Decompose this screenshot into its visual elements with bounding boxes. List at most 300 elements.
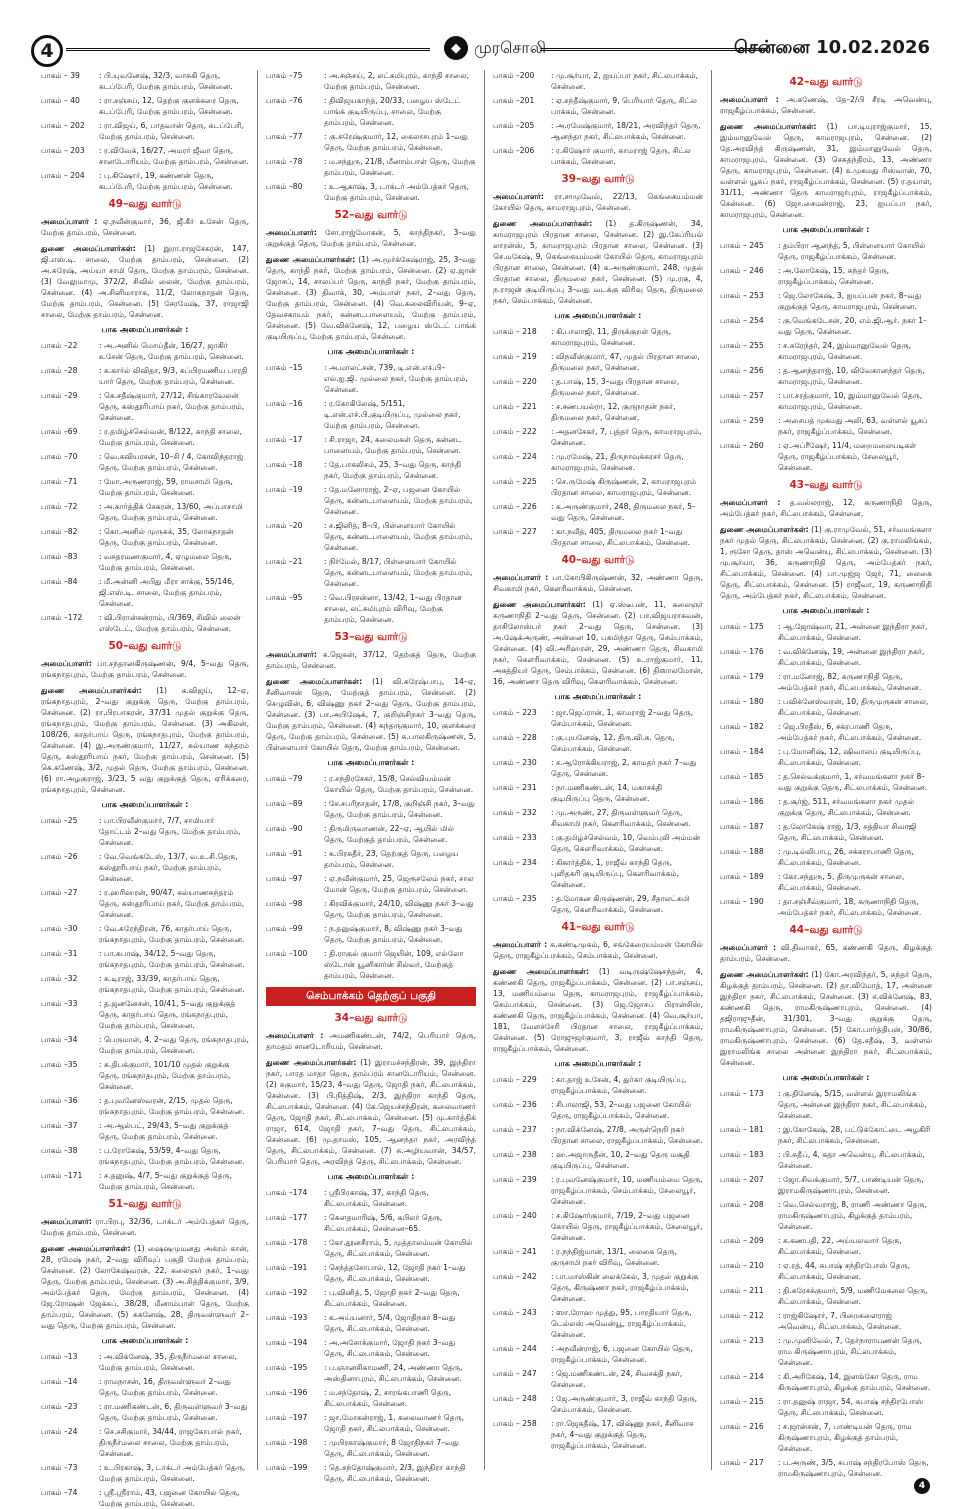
polling-part-entry: [493, 707, 703, 729]
polling-part-entry: [720, 696, 932, 718]
part-organiser: : பி.சுதீப், 4, கதா அவென்யு, சிட்லபாக்கம், சென்னை.: [778, 1150, 926, 1170]
part-organiser: : சு.பிரசுதீர், 23, தெற்குத் தெரு, பழைய தாம்பரம், சென்னை.: [324, 849, 459, 869]
polling-part-entry: [41, 1095, 249, 1117]
part-number: பாகம் – 219: [493, 352, 537, 361]
part-number: பாகம் –14: [41, 1377, 78, 1386]
polling-part-entry: [493, 1307, 703, 1340]
part-organiser: : ர.விவேக், 16/27, அமரர் ஜீவா தெரு, சானடோரியம், மேற்கு தாம்பரம், சென்னை.: [99, 146, 249, 166]
appointment-paragraph: [493, 939, 703, 961]
part-number: பாகம் – 223: [493, 708, 537, 717]
polling-part-entry: [720, 1396, 932, 1418]
part-number: பாகம் –72: [41, 502, 78, 511]
part-organiser: : த.ஜனனேசன், 10/41, 5–வது குறுக்குத் தெரு, காதர்பாய் தெரு, ரங்கநாதபுரம், மேற்கு தாம்பரம், சென்னை.: [99, 999, 236, 1030]
polling-part-entry: [266, 398, 476, 431]
role-label: துணை அமைப்பாளர்கள்:: [266, 1058, 357, 1067]
part-organiser: : ர.புவனேஷ்குமார், 10, மணியம்மை தெரு, ராஜகீழ்ப்பாக்கம், செம்பாக்கம், சேலையூர், சென்னை.: [551, 1175, 703, 1206]
part-number: பாகம் –37: [41, 1121, 78, 1130]
part-organiser: : அ.கார்த்திக் சேகரன், 13/60, அப்பாசாமி தெரு, மேற்கு தாம்பரம், சென்னை.: [99, 502, 243, 522]
polling-part-entry: [41, 551, 249, 573]
part-number: பாகம் – 231: [493, 783, 537, 792]
appointee-details: (1) பா.டியுராஜ்குமார், 15, இம்மானுவேல் தெரு, காமராஜபுரம், சென்னை. (2) தே.அரவிந்த் கிருஷ்ணன், 31, இம்மானுவேல் தெரு, காமராஜபுரம், சென்னை. (3) செசுதந்திரம், 13, அண்ணா தெரு, காமராஜபுரம், சென்னை. (4) உமுகமது ரிஸ்வான், 70, வள்ளல் யூசுப் நகர், ராஜகீழ்ப்பாக்கம், சென்னை. (5) ர.தயாள், 31/11, அண்ணா தெரு காமராஜர்புரம், ராஜகீழ்ப்பாக்கம், சென்னை. (6) ஜோ.சைமன்ராஜ், 23, ஐயப்பா நகர், காமராஜபுரம், சென்னை.: [720, 122, 932, 219]
part-organiser: : கு.வெங்கடேசன், 20, எம்.ஜி.ஆர். நகர் 1–வது தெரு, சென்னை.: [778, 316, 927, 336]
polling-part-entry: [41, 948, 249, 970]
part-organiser: : திவிஜயகாந்த், 20/33, பழைய ஸ்டேட் பாங்க் குடியிருப்பு, சாலை, மேற்கு தாம்பரம், சென்னை.: [324, 96, 461, 127]
part-organiser: : கெ.சதீஷ்குமார், 27/12, சிங்காரவேலன் தெரு, கஸ்தூரிபாய் நகர், மேற்கு தாம்பரம், சென்னை.: [99, 391, 245, 422]
part-organiser: : ஜே.அருண்குமார், 3, ராஜீவ் காந்தி தெரு, செம்பாக்கம், சென்னை.: [551, 1394, 698, 1414]
polling-part-entry: [493, 1246, 703, 1268]
polling-part-entry: [266, 1362, 476, 1384]
part-organiser: : கா.நவீத், 405, திருமலை நகர் 1–வது பிரதான சாலை, சிட்லபாக்கம், சென்னை.: [551, 527, 691, 547]
part-organiser: : அ.லோகேஷ், 15, சுந்தர் தெரு, ராஜகீழ்ப்பாக்கம், சென்னை.: [778, 266, 890, 286]
part-number: பாகம் – 254: [720, 316, 764, 325]
part-organiser: : சி.ராஜா, 24, கலைமகள் தெரு, கன்னட பாளையம், மேற்கு தாம்பரம், சென்னை.: [324, 435, 462, 455]
part-number: பாகம் – 186: [720, 797, 764, 806]
polling-part-entry: [41, 451, 249, 473]
part-organiser: : ரா.சஞ்சய், 12, தெற்கு குளக்கரை தெரு, கடப்பேரி, மேற்கு தாம்பரம், சென்னை.: [99, 96, 239, 116]
part-organiser: : ரா.தனுஷ் ராஜா, 54, சுபாஷ் சந்திரபோஸ் தெரு, சிட்லபாக்கம், சென்னை.: [778, 1397, 924, 1417]
polling-part-entry: [41, 526, 249, 548]
polling-part-entry: [266, 848, 476, 870]
part-number: பாகம் – 248: [493, 1394, 537, 1403]
part-organiser: : ர.ஹரிஹரன், 90/47, கல்யாணசுந்தரம் தெரு, கஸ்தூரிபாய் நகர், மேற்கு தாம்பரம், சென்னை.: [99, 888, 245, 919]
part-number: பாகம் –97: [266, 874, 303, 883]
part-organiser: : அ.அனில் மொய்தீன், 16/27, ஜாகிர் உசேன் தெரு, மேற்கு தாம்பரம், சென்னை.: [99, 341, 244, 361]
polling-part-entry: [41, 145, 249, 167]
polling-part-entry: [493, 732, 703, 754]
section-subheading: பாக அமைப்பாளர்கள் :: [101, 325, 189, 334]
polling-part-entry: [720, 646, 932, 668]
appointee-details: பா.கோபிகிருஷ்ணன், 32, அண்ணா தெரு, சிவகாமி நகர், கௌரிவாக்கம், சென்னை.: [493, 573, 703, 593]
part-organiser: : ந.தனுஷ்குமார், 8, விஷ்ணு நகர் 3–வது தெரு, மேற்கு தாம்பரம், சென்னை.: [324, 924, 463, 944]
part-organiser: : அ.விக்னேஷ், 35, திருநீர்மலை சாலை, மேற்கு தாம்பரம், சென்னை.: [99, 1352, 238, 1372]
polling-part-entry: [266, 1212, 476, 1234]
role-label: துணை அமைப்பாளர்கள்:: [720, 122, 817, 131]
polling-part-entry: [720, 621, 932, 643]
polling-part-entry: [720, 871, 932, 893]
part-number: பாகம் – 212: [720, 1311, 764, 1320]
polling-part-entry: [266, 1437, 476, 1459]
polling-part-entry: [720, 1124, 932, 1146]
part-number: பாகம் – 188: [720, 847, 764, 856]
part-number: பாகம் – 184: [720, 747, 764, 756]
polling-part-entry: [41, 340, 249, 362]
part-organiser: : தி.சுரேசக்குமார், 5/9, மணிமேகலை தெரு, சிட்லபாக்கம், சென்னை.: [778, 1286, 928, 1306]
part-number: பாகம் –192: [266, 1288, 308, 1297]
polling-part-entry: [41, 1376, 249, 1398]
page-number-badge: 4: [31, 35, 63, 67]
polling-part-entry: [493, 401, 703, 423]
appointment-paragraph: [720, 524, 932, 601]
part-organiser: : செந்த்தசோபால், 12, ஜோதி நகர் 1–வது தெரு, சிட்லபாக்கம், சென்னை.: [324, 1263, 466, 1283]
appointee-details: பா.சந்தானகிருஷ்ணன், 9/4, 5–வது தெரு, ரங்கநாதபுரம், மேற்கு தாம்பரம், சென்னை.: [41, 659, 249, 679]
section-subheading: பாக அமைப்பாளர்கள் :: [554, 692, 642, 701]
role-label: துணை அமைப்பாளர்கள்:: [493, 219, 593, 228]
ward-heading: 52–வது வார்டு: [334, 209, 408, 221]
part-organiser: : அநவீன்ராஜ், 6, பஜனை கோயில் தெரு, ராஜகீழ்ப்பாக்கம், சென்னை.: [551, 1344, 693, 1364]
part-organiser: : இ.கோகேஷ், 28, பட்டுக்கோட்டை அழகிரி நகர், சிட்லபாக்கம், சென்னை.: [778, 1125, 931, 1145]
part-organiser: : ஆ.ஜோஷ்வா, 21, அன்னை இந்திரா நகர், சிட்லபாக்கம், சென்னை.: [778, 622, 928, 642]
part-organiser: : ராமநாசன், 16, திருவள்ளுவர் 2–வது தெரு, மேற்கு தாம்பரம், சென்னை.: [99, 1377, 232, 1397]
section-subheading: பாக அமைப்பாளர்கள் :: [101, 800, 189, 809]
role-label: துணை அமைப்பாளர்கள்:: [493, 967, 590, 976]
polling-part-entry: [41, 1351, 249, 1373]
part-number: பாகம் – 224: [493, 452, 537, 461]
part-number: பாகம் –16: [266, 399, 303, 408]
role-label: துணை அமைப்பாளர்கள்:: [720, 970, 809, 979]
part-organiser: : கிரவிக்குமார், 24/10, விஷ்ணு நகர் 3–வது தெரு, மேற்கு தாம்பரம், சென்னை.: [324, 899, 474, 919]
appointment-paragraph: [41, 243, 249, 320]
polling-part-entry: [41, 923, 249, 945]
polling-part-entry: [41, 1145, 249, 1167]
part-number: பாகம் – 203: [41, 146, 85, 155]
part-organiser: : ச.ஜினித், 8–பி, பிள்ளையார் கோயில் தெரு, கன்னடபாளையம், மேற்கு தாம்பரம், சென்னை.: [324, 521, 473, 552]
part-number: பாகம் –177: [266, 1213, 308, 1222]
appointee-details: (1) ஏ.ஸ்டீபன், 11, கலைஞர் கருணாநிதி 2–வது தெரு, சென்னை. (2) பா.விஜயராகவன், தாசிலோஸ்பர் நகர் 2–வது தெரு, சென்னை. (3) அ.ஷேக்அருண், அன்னை 10, பசுமிந்தா தெரு, செம்பாக்கம், சென்னை. (4) வி.அரிஹரன், 29, அண்ணா தெரு, சிவகாமி நகர், கௌரிவாக்கம், சென்னை. (5) உ.ராஜ்குமார், 11, அகத்தியர் தெரு, செம்பாக்கம், சென்னை. (6) திஸாலமோன், 16, அண்ணா தெரு விரிவு, கௌரிவாக்கம், சென்னை.: [493, 600, 703, 686]
polling-part-entry: [493, 1368, 703, 1390]
part-number: பாகம் – 237: [493, 1125, 537, 1134]
polling-part-entry: [493, 501, 703, 523]
part-organiser: : ம.சந்துரு, 21/8, மீனாம்பாள் தெரு, மேற்கு தாம்பரம், சென்னை.: [324, 157, 476, 177]
part-organiser: : பெருமாள், 4, 2–வது தெரு, ரங்கநாதபுரம், மேற்கு தாம்பரம், சென்னை.: [99, 1035, 249, 1055]
part-number: பாகம் – 234: [493, 858, 537, 867]
part-organiser: : ரா.ஜெகதீஷ், 17, விஷ்ணு நகர், சீனிவாச நகர், 4–வது குறுக்குத் தெரு, ராஜகீழ்ப்பாக்கம், சென்னை.: [551, 1419, 694, 1450]
appointment-paragraph: [720, 497, 932, 519]
part-organiser: : ஏ.ரத், 44, சுபாஷ் சந்திரபோஸ் தெரு, சிட்லபாக்கம், சென்னை.: [778, 1261, 911, 1281]
part-organiser: : க.கணபதி, 22, அய்யலவார் தெரு, சிட்லபாக்கம், சென்னை.: [778, 1236, 902, 1256]
polling-part-entry: [720, 415, 932, 437]
ward-heading: 44–வது வார்டு: [789, 924, 863, 936]
polling-part-entry: [720, 1088, 932, 1121]
appointee-details: (1) கோ.அரவிந்தர், 5, சுந்தர் தெரு, கிழக்குத் தாம்பரம், சென்னை. (2) தா.விமோத், 17, அன்னை இந்திரா நகர், சிட்லபாக்கம், சென்னை. (3) ச.விக்னேஷ், 83, கண்ணகி தெரு, ராமகிருஷ்ணாபுரம், சென்னை. (4) தஜிராஜுதீன், 31/301, 3–வது குறுக்கு தெரு, ராமகிருஷ்ணாபுரம், சென்னை. (5) கோ.பார்த்திபன், 30/86, ராமகிருஷ்ணாபுரம், சென்னை. (6) தே.சதீஷ், 3, வள்ளல் இராமலிங்க சாலை அன்னை இந்திரா நகர், சிட்லபாக்கம், சென்னை.: [720, 970, 932, 1067]
part-number: பாகம் –78: [266, 157, 303, 166]
polling-part-entry: [41, 170, 249, 192]
part-organiser: : பவிக்னேஸ்வரன், 10, திருமுருகன் சாலை, சிட்லபாக்கம், சென்னை.: [778, 697, 929, 717]
part-organiser: : க.கார்ல் லிவிதா, 9/3, சுப்பிரமணிய பாரதி யார் தெரு, மேற்கு தாம்பரம், சென்னை.: [99, 366, 248, 386]
part-organiser: : தெ.சந்தோஷ்குமார், 2/3, இந்திரா காந்தி தெரு, சிட்லபாக்கம், சென்னை.: [324, 1463, 466, 1483]
part-organiser: : முபிரகாஷ்குமார், 8 ஜோதிநகர் 7–வது தெரு, சிட்லபாக்கம், சென்னை.: [324, 1438, 459, 1458]
part-number: பாகம் –197: [266, 1413, 308, 1422]
part-organiser: : ச.தனுஷ், 4/7, 5–வது குறுக்குத் தெரு, மேற்கு தாம்பரம், சென்னை.: [99, 1171, 232, 1191]
part-number: பாகம் – 39: [41, 71, 80, 80]
part-number: பாகம் –172: [41, 613, 83, 622]
part-number: பாகம் –80: [266, 182, 303, 191]
part-number: பாகம் – 213: [720, 1336, 764, 1345]
part-number: பாகம் – 204: [41, 171, 85, 180]
polling-part-entry: [493, 807, 703, 829]
part-organiser: : ச.சுரேந்தர், 24, இம்மானுவேல் தெரு, காமராஜபுரம், சென்னை.: [778, 341, 912, 361]
part-organiser: : வி.பிரான்சன்ராம், பி/369, சிவில் லைன் எஸ்டேட், மேற்கு தாம்பரம், சென்னை.: [99, 613, 241, 633]
appointment-paragraph: [41, 1243, 249, 1331]
role-label: அமைப்பாளர் :: [493, 573, 549, 582]
part-organiser: : ஜெ.மணிகண்டன், 24, சிவசக்தி நகர், சென்னை.: [551, 1369, 683, 1389]
part-organiser: : சே.சபரிநாதன், 17/8, குறிஞ்சி நகர், 3–வது தெரு, மேற்கு தாம்பரம், சென்னை.: [324, 799, 475, 819]
polling-part-entry: [266, 181, 476, 203]
polling-part-entry: [266, 923, 476, 945]
part-organiser: : தே.மனோராஜ், 2–ஏ, பஜனை கோயில் தெரு, கன்னடபாளையம், மேற்கு தாம்பரம், சென்னை.: [324, 485, 473, 516]
column-2: [260, 70, 482, 1483]
appointment-paragraph: [720, 121, 932, 220]
ward-heading: 51–வது வார்டு: [108, 1198, 182, 1210]
polling-part-entry: [41, 1462, 249, 1484]
part-number: பாகம் –178: [266, 1238, 308, 1247]
polling-part-entry: [493, 1393, 703, 1415]
part-organiser: : ச.கிஷோர்குமார், 7/19, 2–வது பஜனை கோயில் தெரு, ராஜகீழ்ப்பாக்கம், சேலையூர், சென்னை.: [551, 1211, 703, 1242]
polling-part-entry: [266, 434, 476, 456]
part-organiser: : வெ.செல்வராஜ், 8, ராணி அண்ணா தெரு, ராமகிருஷ்ணாபுரம், கிழக்குத் தாம்பரம், சென்னை.: [778, 1200, 928, 1231]
part-number: பாகம் – 202: [41, 121, 85, 130]
polling-part-entry: [720, 440, 932, 473]
part-organiser: : பா.மாஸ்கின் லைக்கேல், 3, முதல் குறுக்கு தெரு, கிருஷ்ணா நகர், ராஜகீழ்ப்பாக்கம், சென்னை.: [551, 1272, 699, 1303]
header-rule-left: [66, 48, 430, 51]
polling-part-entry: [493, 476, 703, 498]
part-number: பாகம் – 258: [493, 1419, 537, 1428]
appointment-paragraph: [493, 599, 703, 687]
part-organiser: : அதனசேகர், 7, புத்தர் தெரு, காமராஜபுரம், சென்னை.: [551, 427, 702, 447]
role-label: அமைப்பாளர் :: [493, 940, 548, 949]
polling-part-entry: [41, 998, 249, 1031]
part-organiser: : திருமிருவாணன், 22–ஏ, ஆயில் மில் தெரு, மேற்குத் தாம்பரம், சென்னை.: [324, 824, 454, 844]
appointment-paragraph: [493, 218, 703, 306]
role-label: அமைப்பாளர்:: [266, 650, 317, 659]
part-organiser: : மு.டில்லிபாபு, 26, சக்கராபாணி தெரு, சிட்லபாக்கம், சென்னை.: [778, 847, 914, 867]
ward-heading: 49–வது வார்டு: [108, 198, 182, 210]
part-number: பாகம் –34: [41, 1035, 78, 1044]
part-number: பாகம் – 240: [493, 1211, 537, 1220]
appointment-paragraph: [41, 685, 249, 795]
part-number: பாகம் –201: [493, 96, 535, 105]
polling-part-entry: [41, 1401, 249, 1423]
polling-part-entry: [720, 671, 932, 693]
part-number: பாகம் – 190: [720, 897, 764, 906]
part-organiser: : உ.ஆகாஷ், 3, டாக்டர் அம்பேத்கர் தெரு, மேற்கு தாம்பரம், சென்னை.: [324, 182, 470, 202]
appointee-details: (1) வி.சுரேஷ்பாபு, 14–ஏ, சீனிவாசன் தெரு, மேற்குத் தாம்பரம், சென்னை. (2) செழுவின், 6, விஷ்ணு நகர் 2–வது தெரு, மேற்கு தாம்பரம், சென்னை. (3) பா.அபிஷேக், 7, குறிஞ்சிநகர் 3–வது தெரு, மேற்கு தாம்பரம், சென்னை. (4) சுந்தருகுமார், 10, குளக்கரை தெரு, மேற்கு தாம்பரம், சென்னை. (5) சு.பாலகிருஷ்ணன், 5, பிள்ளையார் கோயில் தெரு, மேற்கு தாம்பரம், சென்னை.: [266, 677, 476, 752]
part-number: பாகம் –69: [41, 427, 78, 436]
part-organiser: : கோ.சந்துரு, 5, திருமுருகன் சாலை, சிட்லபாக்கம், சென்னை.: [778, 872, 905, 892]
polling-part-entry: [41, 851, 249, 884]
ward-heading: 41–வது வார்டு: [561, 921, 635, 933]
part-number: பாகம் –28: [41, 366, 78, 375]
polling-part-entry: [266, 1287, 476, 1309]
part-number: பாகம் – 255: [720, 341, 764, 350]
part-organiser: : தம்பிரா ஆனந்த், 5, பிள்ளையார் கோயில் தெரு, ராஜகீழ்ப்பாக்கம், சென்னை.: [778, 241, 926, 261]
appointment-paragraph: [266, 649, 476, 671]
polling-part-entry: [720, 265, 932, 287]
part-number: பாகம் – 244: [493, 1344, 537, 1353]
part-number: பாகம் –13: [41, 1352, 78, 1361]
part-organiser: : செ.சசிகுமார், 34/44, ராஜகோபால் நகர், திருநீர்மலை சாலை, மேற்கு தாம்பரம், சென்னை.: [99, 1427, 242, 1458]
part-organiser: : கிகார்த்திக், 1, ராஜீவ் காந்தி தெரு, புளிதகரி குடியிருப்பு, கௌரிவாக்கம், சென்னை.: [551, 858, 679, 889]
part-number: பாகம் – 243: [493, 1308, 537, 1317]
part-number: பாகம் – 182: [720, 722, 764, 731]
part-number: பாகம் –18: [266, 460, 303, 469]
column-divider: [484, 70, 485, 1470]
polling-part-entry: [720, 1235, 932, 1257]
part-number: பாகம் – 216: [720, 1422, 764, 1431]
appointment-paragraph: [720, 94, 932, 116]
polling-part-entry: [720, 896, 932, 918]
ward-heading: 53–வது வார்டு: [334, 631, 408, 643]
part-number: பாகம் – 189: [720, 872, 764, 881]
part-organiser: : வ.விக்னேஷ், 19, அன்னை இந்திரா நகர், சிட்லபாக்கம், சென்னை.: [778, 647, 925, 667]
polling-part-entry: [493, 1418, 703, 1451]
part-number: பாகம் –191: [266, 1263, 308, 1272]
part-number: பாகம் – 246: [720, 266, 764, 275]
polling-part-entry: [41, 476, 249, 498]
polling-part-entry: [41, 612, 249, 634]
polling-part-entry: [41, 815, 249, 848]
paper-name: முரசொலி: [474, 37, 546, 57]
part-number: பாகம் – 260: [720, 441, 764, 450]
part-number: பாகம் –74: [41, 1488, 78, 1497]
part-organiser: : ரா.மணிகண்டன், 6, திருவள்ளுவர் 3–வது தெரு, மேற்கு தாம்பரம், சென்னை.: [99, 1402, 248, 1422]
polling-part-entry: [720, 1371, 932, 1393]
polling-part-entry: [266, 1312, 476, 1334]
part-organiser: : ர.கிஷோர் குமார், காமராஜ் தெரு, சிட்ல பாக்கம், சென்னை.: [551, 146, 691, 166]
section-subheading: பாக அமைப்பாளர்கள் :: [101, 1336, 189, 1345]
part-organiser: : ம.சந்தோஷ், 2, சாரங்கபாணி தெரு, சிட்லபாக்கம், சென்னை.: [324, 1388, 452, 1408]
part-organiser: : ஜெ.லோகேஷ், 3, ஐயப்பன் நகர், 8–வது குறுக்குத் தெரு, காமராஜபுரம், சென்னை.: [778, 291, 922, 311]
appointment-paragraph: [41, 1216, 249, 1238]
polling-part-entry: [493, 782, 703, 804]
part-number: பாகம் –89: [266, 799, 303, 808]
section-subheading: பாக அமைப்பாளர்கள் :: [327, 347, 415, 356]
polling-part-entry: [720, 240, 932, 262]
part-number: பாகம் – 210: [720, 1261, 764, 1270]
part-number: பாகம் –38: [41, 1146, 78, 1155]
role-label: அமைப்பாளர்:: [41, 1217, 92, 1226]
footer-page-number: 4: [914, 1478, 930, 1494]
appointee-details: ரா.பிரபு, 32/36, டாக்டர் அம்பேத்கர் தெரு, மேற்கு தாம்பரம், சென்னை.: [41, 1217, 249, 1237]
part-organiser: : சிபாலாஜி, 53, 2–வது பஜனை கோயில் தெரு, ராஜகீழ்ப்பாக்கம், சென்னை.: [551, 1100, 692, 1120]
polling-part-entry: [41, 1170, 249, 1192]
part-organiser: : ச.ஆரோக்கியராஜ், 2, காமதர் நகர் 7–வது தெரு, சென்னை.: [551, 758, 697, 778]
part-organiser: : மு.ரமேஷ், 21, திருநாவுக்கரசர் தெரு, காமராஜபுரம், சென்னை.: [551, 452, 684, 472]
part-number: பாகம் –198: [266, 1438, 308, 1447]
appointee-details: (1) த.கிருஷ்ணன், 34, காமராஜபுரம் பிரதான சாலை, சென்னை. (2) இ.கேப்ரியல் லாரன்ஸ், 5, காமராஜபுரம் பிரதான சாலை, சென்னை. (3) செ.மகேஷ், 9, கெங்கையம்மன் கோயில் தெரு, காமராஜபுரம் பிரதான சாலை, சென்னை. (4) க.அருண்குமார், 248, முதல் பிரதான சாலை, திருமலை நகர், சென்னை. (5) மு.ரகு, 4, ந.ராஜன் குடியிருப்பு 3–வது வடக்கு விரிவு தெரு, திருமலை நகர், செம்பாக்கம், சென்னை.: [493, 219, 703, 305]
polling-part-entry: [720, 721, 932, 743]
polling-part-entry: [720, 315, 932, 337]
part-organiser: : ச.ஜான்சன், 7, பாண்டியன் தெரு, ராம கிருஷ்ணாபுரம், கிழக்குத் தாம்பரம், சென்னை.: [778, 1422, 912, 1453]
part-organiser: : த.ஆனந்தராஜ், 10, விவேகானந்தர் தெரு, காமராஜபுரம், சென்னை.: [778, 366, 925, 386]
part-organiser: : தி.ராகுல் குமார் ஜெயின், 109, எல்லோ ஸ்டோன் யூனிகார்ன் சில்வர், மேற்குத் தாம்பரம், சென்னை.: [324, 949, 464, 980]
polling-part-entry: [493, 526, 703, 548]
part-number: பாகம் –196: [266, 1388, 308, 1397]
polling-part-entry: [493, 832, 703, 854]
polling-part-entry: [266, 1412, 476, 1434]
part-organiser: : அ.அசோக்குமார், ஜோதி நகர் 3–வது தெரு, சிட்லபாக்கம், சென்னை.: [324, 1338, 456, 1358]
part-organiser: : மு.சூர்யா, 2, ஐயப்பா நகர், சிட்லபாக்கம், சென்னை.: [551, 71, 698, 91]
appointee-details: க.கண்டிமுகம், 6, சங்கேரையம்மன் கோயில் தெரு, ராஜகீழ்ப்பாக்கம், செம்பாக்கம், சென்னை.: [493, 940, 703, 960]
part-organiser: : மு.அருண், 27, திருவள்ளுவர் தெரு, சிவகாமி நகர், கௌரிவாக்கம், சென்னை.: [551, 808, 691, 828]
role-label: அமைப்பாளர் :: [720, 943, 777, 952]
ward-heading: 34–வது வார்டு: [334, 1012, 408, 1024]
polling-part-entry: [720, 1199, 932, 1232]
polling-part-entry: [41, 887, 249, 920]
part-organiser: : வெ.கவியரசன், 10–சி / 4, கோவிந்தராஜ் தெரு, மேற்கு தாம்பரம், சென்னை.: [99, 452, 244, 472]
part-organiser: : க.டிராஜ், 33/39, காதர்பாய் தெரு, ரங்கநாதபுரம், மேற்கு தாம்பரம், சென்னை.: [99, 974, 245, 994]
part-organiser: : ரா.மனோஜ், 82, கருணாநிதி தெரு, அம்பேத்கர் நகர், சிட்லபாக்கம், சென்னை.: [778, 672, 922, 692]
part-organiser: : விநவீன்குமார், 47, முதல் பிரதான சாலை, திருமலை நகர், சென்னை.: [551, 352, 700, 372]
role-label: அமைப்பாளர்:: [266, 228, 317, 237]
part-number: பாகம் – 40: [41, 96, 80, 105]
part-organiser: : கு.தமிழ்ச்செல்வம், 10, வெம்புலி அம்மன் தெரு, கௌரிவாக்கம், சென்னை.: [551, 833, 701, 853]
appointment-paragraph: [266, 1057, 476, 1167]
part-number: பாகம் –95: [266, 593, 303, 602]
polling-part-entry: [266, 459, 476, 481]
masthead: [0, 0, 972, 62]
part-organiser: : கி.அரிகேஷ், 14, இளங்கோ தெரு, ராம கிருஷ்ணாபுரம், கிழக்கு தாம்பரம், சென்னை.: [778, 1372, 931, 1392]
part-organiser: : உ.பிரகாஷ், 3, டாக்டர் அம்பேத்கர் தெரு, மேற்கு தாம்பரம், சென்னை.: [99, 1463, 246, 1483]
polling-part-entry: [266, 362, 476, 395]
polling-part-entry: [493, 426, 703, 448]
appointee-details: (1) க.விஜய், 12–ஏ, ரங்கநாதபுரம், 2–வது குறுக்கு தெரு, மேற்கு தாம்பரம், சென்னை. (2) ரா.பிரபாகரன், 37/31 முதல் குறுக்கு தெரு, ரங்கநாதபுரம், மேற்கு தாம்பரம், சென்னை. (3) அகிலன், 108/26, காதர்பாய் தெரு, ரங்கநாதபுரம், மேற்கு தாம்பரம், சென்னை. (4) இ.அருண்குமார், 11/27, கல்யாண சுந்தரம் தெரு, கஸ்தூரிபாய் நகர், மேற்கு தாம்பரம், சென்னை. (5) கெ.கணேஷ், 3/2, முதல் தெரு, மேற்கு தாம்பரம், சென்னை. (6) ரா.அழகுராஜ், 3/23, 5 வது குறுக்குத் தெரு, ஏரிக்கரை, ரங்கநாதபுரம், சென்னை.: [41, 686, 249, 794]
part-organiser: : அ.சஞ்சய், 2, லட்சுமிபுரம், காந்தி சாலை, மேற்கு தாம்பரம், சென்னை.: [324, 71, 470, 91]
polling-part-entry: [266, 95, 476, 128]
appointee-details: ரா.சாமுவேல், 22/13, கெங்கையம்மன் கோயில் தெரு, காமராஜபுரம், சென்னை.: [493, 192, 703, 212]
part-organiser: : அ.ரமேஷ்குமார், 18/21, அரவிந்தர் தெரு, ஆனந்தா நகர், சிட்லபாக்கம், சென்னை.: [551, 121, 701, 141]
part-number: பாகம் –70: [41, 452, 78, 461]
part-number: பாகம் –83: [41, 552, 78, 561]
rooster-icon: ◆: [444, 36, 468, 60]
appointment-paragraph: [720, 942, 932, 964]
part-organiser: : அ.ஆல்பட், 29/43, 5–வது குறுக்குத் தெரு, மேற்கு தாம்பரம், சென்னை.: [99, 1121, 229, 1141]
part-number: பாகம் – 225: [493, 477, 537, 486]
part-number: பாகம் – 253: [720, 291, 764, 300]
appointee-details: சோ.ராஜ்மோகன், 5, காந்திநகர், 3–வது குறுக்குத் தெரு, மேற்கு தாம்பரம், சென்னை.: [266, 228, 476, 248]
column-divider: [257, 70, 258, 1470]
appointment-paragraph: [266, 254, 476, 342]
section-subheading: பாக அமைப்பாளர்கள் :: [782, 225, 870, 234]
part-number: பாகம் – 226: [493, 502, 537, 511]
polling-part-entry: [720, 746, 932, 768]
part-number: பாகம் –17: [266, 435, 303, 444]
part-organiser: : கு.தினேஷ், 5/15, வள்ளல் இராமலிங்க தெரு, அன்னை இந்திரா நகர், சிட்லபாக்கம், சென்னை.: [778, 1089, 927, 1120]
part-number: பாகம் –206: [493, 146, 535, 155]
part-number: பாகம் –19: [266, 485, 303, 494]
part-number: பாகம் – 256: [720, 366, 764, 375]
area-banner: செம்பாக்கம் தெற்குப் பகுதி: [266, 987, 476, 1006]
part-number: பாகம் –71: [41, 477, 78, 486]
part-organiser: : ர.நந்திஜ்மான், 13/1, லைகை தெரு, குருசாமி நகர் விரிவு, சென்னை.: [551, 1247, 678, 1267]
part-organiser: : தா.சஞ்சீவ்குமார், 18, கருணாநிதி தெரு, அம்பேத்கர் நகர், சிட்லபாக்கம், சென்னை.: [778, 897, 922, 917]
role-label: அமைப்பாளர்:: [493, 192, 544, 201]
part-number: பாகம் –20: [266, 521, 303, 530]
part-number: பாகம் – 229: [493, 1075, 537, 1084]
part-number: பாகம் – 207: [720, 1175, 764, 1184]
appointment-paragraph: [266, 676, 476, 753]
polling-part-entry: [493, 1124, 703, 1146]
appointment-paragraph: [493, 572, 703, 594]
part-number: பாகம் – 176: [720, 647, 764, 656]
part-number: பாகம் –205: [493, 121, 535, 130]
polling-part-entry: [41, 1426, 249, 1459]
polling-part-entry: [41, 120, 249, 142]
polling-part-entry: [493, 1271, 703, 1304]
part-organiser: : ரா.விஜய், 6, பாதவான் தெரு, கடப்பேரி, மேற்கு தாம்பரம், சென்னை.: [99, 121, 245, 141]
part-organiser: : கி.பாலாஜி, 11, திருக்குறள் தெரு, காமராஜபுரம், சென்னை.: [551, 327, 672, 347]
part-organiser: : ர.தமிழ்ச்செல்வன், 8/122, காந்தி சாலை, மேற்கு தாம்பரம், சென்னை.: [99, 427, 243, 447]
part-number: பாகம் – 208: [720, 1200, 764, 1209]
part-organiser: : வெ.பிரசன்னா, 13/42, 1–வது பிரதான சாலை, லட்சுமிபுரம் விரிவு, மேற்கு தாம்பரம், சென்னை.: [324, 593, 462, 624]
polling-part-entry: [41, 426, 249, 448]
part-number: பாகம் – 222: [493, 427, 537, 436]
part-organiser: : மீ.அன்னி அபிது மீரா சாக்கு, 55/146, ஜி.எஸ்.டி. சாலை, மேற்கு தாம்பரம், சென்னை.: [99, 577, 235, 608]
role-label: அமைப்பாளர்:: [41, 659, 92, 668]
polling-part-entry: [41, 576, 249, 609]
part-number: பாகம் – 238: [493, 1150, 537, 1159]
appointee-details: அ.கணேஷ், தே–2/பி சீரடி அவென்யு, ராஜகீழ்ப்பாக்கம், சென்னை.: [720, 95, 932, 115]
polling-part-entry: [720, 290, 932, 312]
